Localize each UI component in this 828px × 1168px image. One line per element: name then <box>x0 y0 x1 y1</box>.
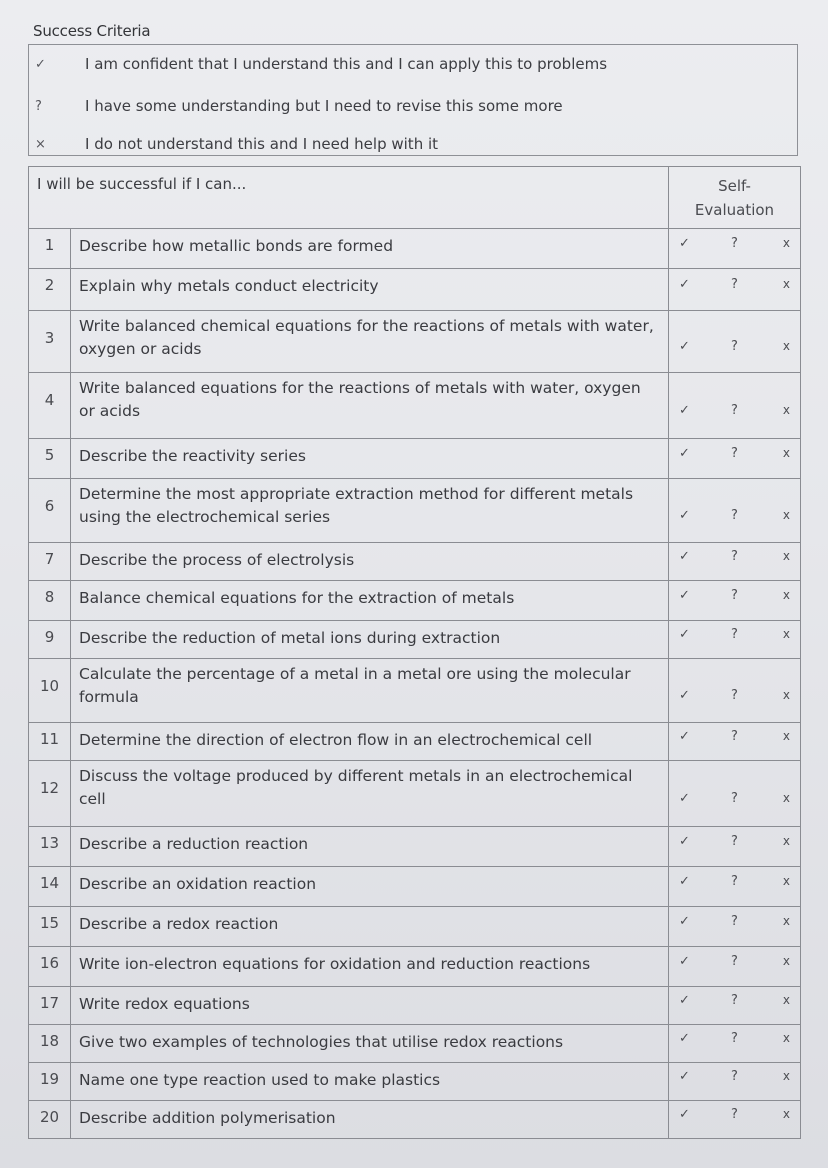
row-number <box>29 311 71 373</box>
row-self-evaluation <box>669 439 801 479</box>
row-criterion <box>71 723 669 761</box>
table-row <box>29 947 801 987</box>
cross-icon[interactable]: x <box>782 993 790 1007</box>
table-row <box>29 229 801 269</box>
check-icon[interactable]: ✓ <box>679 588 690 603</box>
question-icon[interactable]: ? <box>731 914 738 929</box>
row-number-text: 13 <box>39 834 60 852</box>
legend-text: I do not understand this and I need help with it <box>85 135 439 153</box>
question-icon[interactable]: ? <box>731 446 738 461</box>
row-number <box>29 373 71 439</box>
question-icon[interactable]: ? <box>731 236 738 251</box>
question-icon[interactable]: ? <box>731 403 738 418</box>
check-icon[interactable]: ✓ <box>679 688 690 703</box>
row-criterion-text: Describe the reduction of metal ions during extraction <box>79 629 501 647</box>
check-icon[interactable]: ✓ <box>679 508 690 523</box>
row-criterion <box>71 987 669 1025</box>
row-number <box>29 907 71 947</box>
question-icon[interactable]: ? <box>731 874 738 889</box>
row-self-evaluation <box>669 311 801 373</box>
question-icon[interactable]: ? <box>731 954 738 969</box>
row-criterion <box>71 581 669 621</box>
row-number <box>29 543 71 581</box>
row-number-text: 1 <box>44 236 55 254</box>
row-number-text: 4 <box>44 391 55 409</box>
row-number-text: 20 <box>39 1108 60 1126</box>
cross-icon[interactable]: x <box>782 627 790 641</box>
row-self-evaluation <box>669 827 801 867</box>
row-number-text: 14 <box>39 874 60 892</box>
row-self-evaluation <box>669 269 801 311</box>
table-row <box>29 543 801 581</box>
row-criterion-text: Determine the most appropriate extraction method for different metals using the electrochemical series <box>79 485 634 526</box>
row-number <box>29 269 71 311</box>
row-self-evaluation <box>669 907 801 947</box>
question-icon[interactable]: ? <box>731 729 738 744</box>
row-self-evaluation <box>669 723 801 761</box>
header-self-evaluation <box>669 167 801 229</box>
row-criterion <box>71 543 669 581</box>
row-criterion-text: Describe an oxidation reaction <box>79 875 317 893</box>
question-icon[interactable]: ? <box>731 1107 738 1122</box>
table-row <box>29 827 801 867</box>
table-row <box>29 1101 801 1139</box>
check-icon[interactable]: ✓ <box>679 874 690 889</box>
row-number-text: 16 <box>39 954 60 972</box>
row-self-evaluation <box>669 373 801 439</box>
row-number <box>29 659 71 723</box>
row-criterion-text: Name one type reaction used to make plastics <box>79 1071 441 1089</box>
check-icon[interactable]: ✓ <box>679 446 690 461</box>
row-number-text: 7 <box>44 550 55 568</box>
row-criterion-text: Write ion-electron equations for oxidation and reduction reactions <box>79 955 591 973</box>
table-row <box>29 621 801 659</box>
row-criterion <box>71 229 669 269</box>
question-icon[interactable]: ? <box>731 834 738 849</box>
row-number-text: 17 <box>39 994 60 1012</box>
row-self-evaluation <box>669 867 801 907</box>
header-eval-line2: Evaluation <box>694 200 775 219</box>
header-criteria: I will be successful if I can... <box>29 167 669 229</box>
row-criterion <box>71 1025 669 1063</box>
table-row <box>29 311 801 373</box>
check-icon[interactable]: ✓ <box>679 791 690 806</box>
check-icon[interactable]: ✓ <box>679 954 690 969</box>
check-icon[interactable]: ✓ <box>679 914 690 929</box>
row-number <box>29 581 71 621</box>
cross-icon[interactable]: x <box>782 791 790 805</box>
row-number-text: 3 <box>44 329 55 347</box>
row-criterion-text: Describe a redox reaction <box>79 915 279 933</box>
row-number-text: 18 <box>39 1032 60 1050</box>
row-criterion-text: Determine the direction of electron flow in an electrochemical cell <box>79 731 593 749</box>
row-criterion-text: Describe the reactivity series <box>79 447 306 465</box>
cross-icon[interactable]: x <box>782 549 790 563</box>
row-self-evaluation <box>669 987 801 1025</box>
cross-icon[interactable]: x <box>782 339 790 353</box>
row-criterion <box>71 907 669 947</box>
check-icon[interactable]: ✓ <box>679 549 690 564</box>
cross-icon[interactable]: x <box>782 729 790 743</box>
legend-text: I have some understanding but I need to revise this some more <box>85 97 563 115</box>
check-icon[interactable]: ✓ <box>679 1069 690 1084</box>
row-self-evaluation <box>669 543 801 581</box>
cross-icon[interactable]: x <box>782 914 790 928</box>
row-criterion <box>71 1101 669 1139</box>
row-criterion-text: Discuss the voltage produced by different metals in an electrochemical cell <box>79 767 633 808</box>
row-number <box>29 1063 71 1101</box>
row-self-evaluation <box>669 1025 801 1063</box>
legend-box <box>28 44 798 156</box>
table-row <box>29 867 801 907</box>
check-icon[interactable]: ✓ <box>679 1107 690 1122</box>
row-self-evaluation <box>669 761 801 827</box>
row-criterion <box>71 311 669 373</box>
row-self-evaluation <box>669 1063 801 1101</box>
cross-icon[interactable]: x <box>782 277 790 291</box>
check-icon: ✓ <box>35 56 46 72</box>
row-self-evaluation <box>669 1101 801 1139</box>
row-criterion <box>71 621 669 659</box>
legend-text: I am confident that I understand this and I can apply this to problems <box>85 55 608 73</box>
row-number <box>29 1101 71 1139</box>
table-row <box>29 723 801 761</box>
row-criterion <box>71 761 669 827</box>
table-row <box>29 907 801 947</box>
row-number-text: 19 <box>39 1070 60 1088</box>
question-icon[interactable]: ? <box>731 339 738 354</box>
row-criterion-text: Write redox equations <box>79 995 250 1013</box>
question-icon[interactable]: ? <box>731 993 738 1008</box>
row-number <box>29 827 71 867</box>
check-icon[interactable]: ✓ <box>679 834 690 849</box>
row-criterion <box>71 659 669 723</box>
row-criterion-text: Explain why metals conduct electricity <box>79 277 379 295</box>
check-icon[interactable]: ✓ <box>679 339 690 354</box>
question-icon[interactable]: ? <box>731 688 738 703</box>
table-row <box>29 581 801 621</box>
question-icon[interactable]: ? <box>731 791 738 806</box>
row-number-text: 11 <box>39 730 60 748</box>
table-row <box>29 439 801 479</box>
row-criterion-text: Balance chemical equations for the extraction of metals <box>79 589 515 607</box>
row-number-text: 8 <box>44 588 55 606</box>
page-title: Success Criteria <box>33 22 151 40</box>
row-number-text: 12 <box>39 779 60 797</box>
row-number <box>29 867 71 907</box>
row-criterion-text: Give two examples of technologies that utilise redox reactions <box>79 1033 564 1051</box>
check-icon[interactable]: ✓ <box>679 627 690 642</box>
row-criterion <box>71 439 669 479</box>
row-number-text: 6 <box>44 497 55 515</box>
question-icon: ? <box>35 98 42 114</box>
row-number <box>29 723 71 761</box>
question-icon[interactable]: ? <box>731 1031 738 1046</box>
row-criterion-text: Write balanced equations for the reactions of metals with water, oxygen or acids <box>79 379 641 420</box>
row-criterion <box>71 269 669 311</box>
row-criterion-text: Describe how metallic bonds are formed <box>79 237 394 255</box>
question-icon[interactable]: ? <box>731 549 738 564</box>
row-number <box>29 229 71 269</box>
question-icon[interactable]: ? <box>731 1069 738 1084</box>
row-criterion <box>71 373 669 439</box>
check-icon[interactable]: ✓ <box>679 236 690 251</box>
row-self-evaluation <box>669 581 801 621</box>
check-icon[interactable]: ✓ <box>679 277 690 292</box>
question-icon[interactable]: ? <box>731 588 738 603</box>
legend-item-some-understanding <box>29 95 563 117</box>
row-number-text: 5 <box>44 446 55 464</box>
row-criterion <box>71 867 669 907</box>
table-row <box>29 987 801 1025</box>
row-self-evaluation <box>669 479 801 543</box>
row-number <box>29 947 71 987</box>
cross-icon[interactable]: x <box>782 403 790 417</box>
row-number <box>29 761 71 827</box>
check-icon[interactable]: ✓ <box>679 993 690 1008</box>
row-criterion-text: Describe addition polymerisation <box>79 1109 336 1127</box>
table-row <box>29 269 801 311</box>
check-icon[interactable]: ✓ <box>679 1031 690 1046</box>
row-number <box>29 621 71 659</box>
table-row <box>29 479 801 543</box>
success-criteria-table <box>28 166 801 1139</box>
row-number-text: 15 <box>39 914 60 932</box>
row-number <box>29 987 71 1025</box>
row-criterion-text: Write balanced chemical equations for the reactions of metals with water, oxygen or acids <box>79 317 654 358</box>
cross-icon[interactable]: x <box>782 874 790 888</box>
row-number <box>29 439 71 479</box>
question-icon[interactable]: ? <box>731 627 738 642</box>
row-criterion <box>71 1063 669 1101</box>
cross-icon[interactable]: x <box>782 954 790 968</box>
row-number-text: 9 <box>44 628 55 646</box>
cross-icon: × <box>35 136 46 152</box>
legend-item-confident <box>29 53 607 75</box>
table-row <box>29 1063 801 1101</box>
legend-item-need-help <box>29 133 438 155</box>
table-row <box>29 373 801 439</box>
cross-icon[interactable]: x <box>782 1031 790 1045</box>
cross-icon[interactable]: x <box>782 1107 790 1121</box>
row-criterion-text: Describe a reduction reaction <box>79 835 309 853</box>
table-row <box>29 761 801 827</box>
question-icon[interactable]: ? <box>731 277 738 292</box>
table-header-row <box>29 167 801 229</box>
row-self-evaluation <box>669 947 801 987</box>
cross-icon[interactable]: x <box>782 1069 790 1083</box>
row-self-evaluation <box>669 229 801 269</box>
cross-icon[interactable]: x <box>782 834 790 848</box>
header-eval-line1: Self- <box>718 176 751 195</box>
check-icon[interactable]: ✓ <box>679 403 690 418</box>
cross-icon[interactable]: x <box>782 508 790 522</box>
question-icon[interactable]: ? <box>731 508 738 523</box>
cross-icon[interactable]: x <box>782 588 790 602</box>
row-criterion-text: Calculate the percentage of a metal in a metal ore using the molecular formula <box>79 665 631 706</box>
row-number <box>29 1025 71 1063</box>
check-icon[interactable]: ✓ <box>679 729 690 744</box>
cross-icon[interactable]: x <box>782 688 790 702</box>
row-criterion <box>71 827 669 867</box>
cross-icon[interactable]: x <box>782 236 790 250</box>
row-number <box>29 479 71 543</box>
row-self-evaluation <box>669 659 801 723</box>
row-number-text: 10 <box>39 677 60 695</box>
row-number-text: 2 <box>44 276 55 294</box>
table-row <box>29 1025 801 1063</box>
row-self-evaluation <box>669 621 801 659</box>
row-criterion <box>71 479 669 543</box>
table-row <box>29 659 801 723</box>
row-criterion <box>71 947 669 987</box>
row-criterion-text: Describe the process of electrolysis <box>79 551 355 569</box>
cross-icon[interactable]: x <box>782 446 790 460</box>
